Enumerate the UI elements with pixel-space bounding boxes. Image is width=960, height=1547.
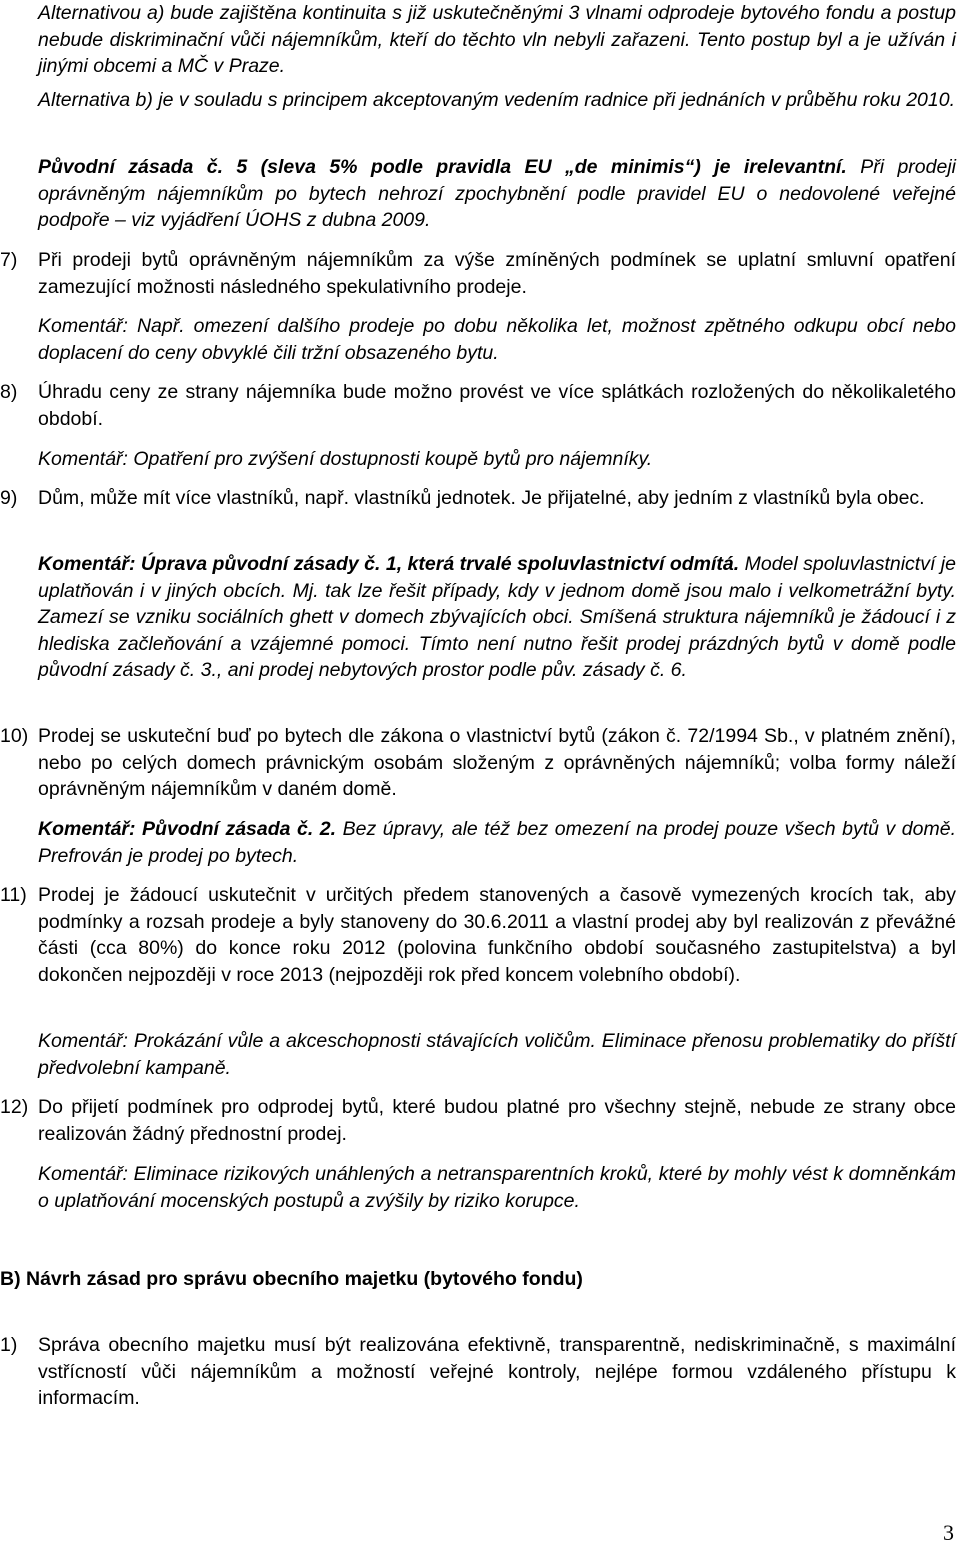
item-text: Do přijetí podmínek pro odprodej bytů, které budou platné pro všechny stejně, nebude ze strany obce realizován žádný přednostní prodej. [38,1096,956,1145]
intro-paragraph-3-rest: Při prodeji oprávněným nájemníkům po bytech nehrozí zpochybnění podle pravidel EU o nedovolené veřejné podpoře – viz vyjádření ÚOHS z dubna 2009. [38,156,956,231]
item-number: 1) [0,1334,18,1356]
comment-12: Komentář: Eliminace rizikových unáhlených a netransparentních kroků, které by mohly vést k domněnkám o uplatňování mocenských postupů a zvýšily by riziko korupce. [38,1163,956,1212]
comment-11: Komentář: Prokázání vůle a akceschopnosti stávajících voličům. Eliminace přenosu problematiky do příští předvolební kampaně. [38,1030,956,1079]
comment-10-bold: Komentář: Původní zásada č. 2. [38,818,337,840]
comment-9 [38,551,956,684]
comment-9-bold: Komentář: Úprava původní zásady č. 1, která trvalé spoluvlastnictví odmítá. [38,553,740,575]
item-text: Úhradu ceny ze strany nájemníka bude možno provést ve více splátkách rozložených do několikaletého období. [38,381,956,430]
item-text: Prodej je žádoucí uskutečnit v určitých předem stanovených a časově vymezených krocích tak, aby podmínky a rozsah prodeje a byly stanoveny do 30.6.2011 a vlastní prodej aby byl realizován z převážné části (cca 80%) do konce roku 2012 (polovina funkčního období současného zastupitelstva) a byl dokončen nejpozději v roce 2013 (nejpozději rok před koncem volebního období). [38,884,956,986]
item-text: Správa obecního majetku musí být realizována efektivně, transparentně, nediskriminačně, s maximální vstřícností vůči nájemníkům a možností veřejné kontroly, nejlépe formou vzdáleného přístupu k informacím. [38,1334,956,1409]
intro-paragraph-3-bold: Původní zásada č. 5 (sleva 5% podle pravidla EU „de minimis“) je irelevantní. [38,156,847,178]
intro-paragraph-2: Alternativa b) je v souladu s principem akceptovaným vedením radnice při jednáních v průběhu roku 2010. [38,89,956,111]
item-number: 12) [0,1096,29,1118]
item-number: 11) [0,884,27,906]
item-text: Dům, může mít více vlastníků, např. vlastníků jednotek. Je přijatelné, aby jedním z vlastníků byla obec. [38,487,925,509]
comment-10 [38,816,956,869]
item-number: 7) [0,249,18,271]
page-number: 3 [943,1520,954,1545]
comment-10-rest: Bez úpravy, ale též bez omezení na prodej pouze všech bytů v domě. Prefrován je prodej po bytech. [38,818,956,867]
item-text: Při prodeji bytů oprávněným nájemníkům za výše zmíněných podmínek se uplatní smluvní opatření zamezující možnosti následného spekulativního prodeje. [38,249,956,298]
intro-paragraph-1: Alternativou a) bude zajištěna kontinuita s již uskutečněnými 3 vlnami odprodeje bytového fondu a postup nebude diskriminační vůči nájemníkům, kteří do těchto vln nebyli zařazeni. Tento postup byl a je užíván i jinými obcemi a MČ v Praze. [38,2,956,77]
item-text: Prodej se uskuteční buď po bytech dle zákona o vlastnictví bytů (zákon č. 72/1994 Sb., v platném znění), nebo po celých domech právnickým osobám složeným z oprávněných nájemníků; volba formy náleží oprávněným nájemníkům v daném domě. [38,725,956,800]
item-number: 9) [0,487,18,509]
item-number: 8) [0,381,18,403]
section-b-heading: B) Návrh zásad pro správu obecního majetku (bytového fondu) [0,1268,583,1290]
comment-9-rest: Model spoluvlastnictví je uplatňován i v jiných obcích. Mj. tak lze řešit případy, kdy v jednom domě jsou malo i velkometrážní byty. Zamezí se vzniku sociálních ghett v domech zbývajících obci. Smíšená struktura nájemníků je žádoucí i z hlediska začleňování a vzájemné pomoci. Tímto není nutno řešit prodej prázdných bytů v domě podle původní zásady č. 3., ani prodej nebytových prostor podle pův. zásady č. 6. [38,553,956,681]
comment-8: Komentář: Opatření pro zvýšení dostupnosti koupě bytů pro nájemníky. [38,448,653,470]
item-number: 10) [0,725,29,747]
comment-7: Komentář: Např. omezení dalšího prodeje po dobu několika let, možnost zpětného odkupu obcí nebo doplacení do ceny obvyklé čili tržní obsazeného bytu. [38,315,956,364]
intro-paragraph-3 [38,154,956,234]
